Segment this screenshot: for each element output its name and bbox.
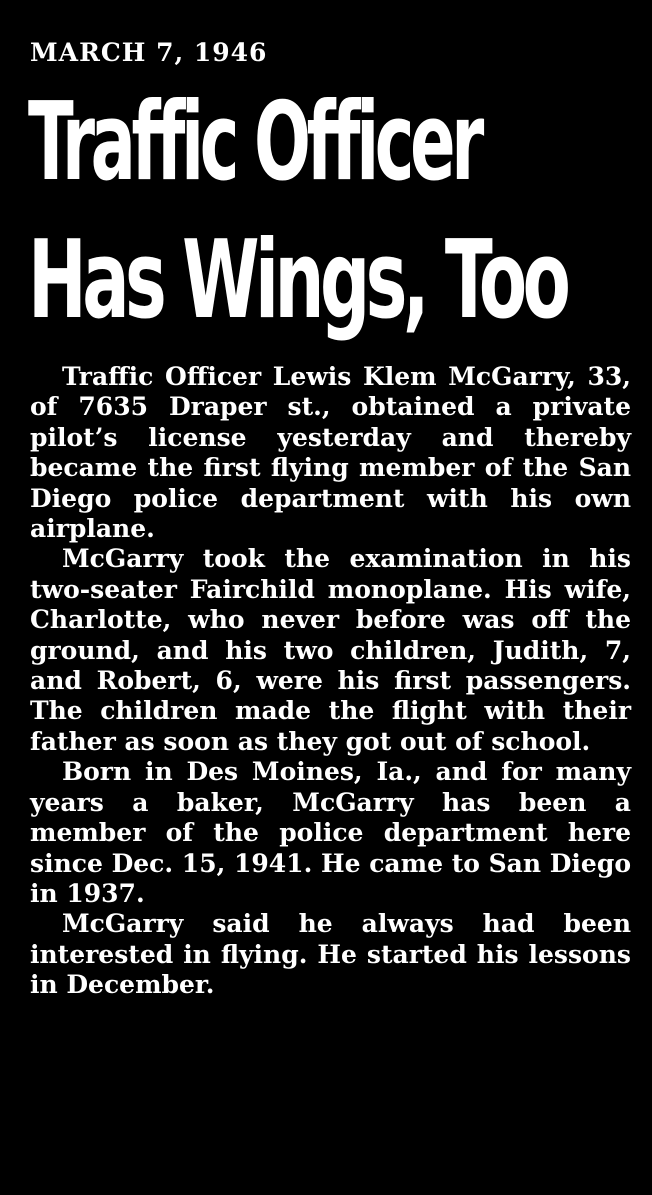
- headline-line-1: Traffic Officer: [28, 80, 480, 205]
- dateline: MARCH 7, 1946: [30, 38, 268, 67]
- article-paragraph-4: McGarry said he always had been interested in flying. He started his lessons in December.: [30, 909, 631, 1000]
- headline-line-2: Has Wings, Too: [28, 218, 567, 343]
- article-paragraph-3: Born in Des Moines, Ia., and for many years a baker, McGarry has been a member of the police department here since Dec. 15, 1941. He came to San Diego in 1937.: [30, 757, 631, 908]
- article-paragraph-1: Traffic Officer Lewis Klem McGarry, 33, of 7635 Draper st., obtained a private pilot’s license yesterday and thereby became the first flying member of the San Diego police department with his own airplane.: [30, 362, 631, 544]
- article-paragraph-2: McGarry took the examination in his two-seater Fairchild monoplane. His wife, Charlotte, who never before was off the ground, and his two children, Judith, 7, and Robert, 6, were his first passengers. The children made the flight with their father as soon as they got out of school.: [30, 544, 631, 756]
- article-body: [30, 362, 631, 1001]
